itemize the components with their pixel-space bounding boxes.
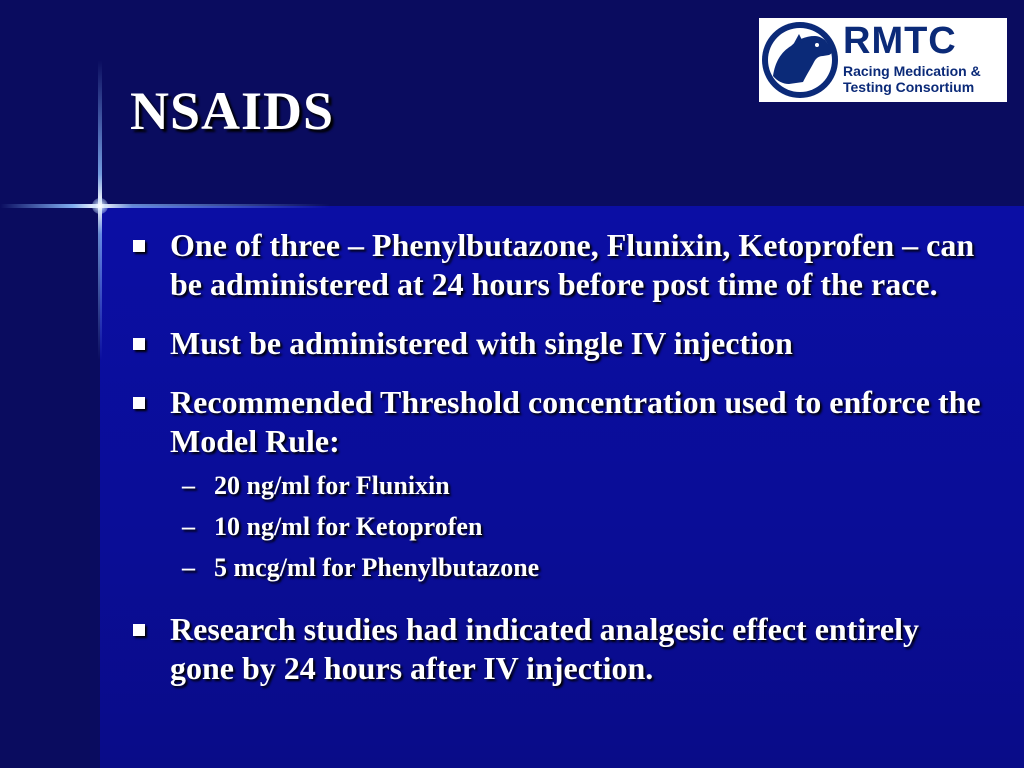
logo-name-line-2: Testing Consortium [843, 79, 975, 95]
left-band [0, 206, 100, 768]
bullet-item [130, 383, 990, 461]
light-flare-core [92, 198, 108, 214]
sub-bullet-text: 20 ng/ml for Flunixin [214, 471, 450, 500]
sub-bullet-text: 5 mcg/ml for Phenylbutazone [214, 553, 540, 582]
bullet-text: One of three – Phenylbutazone, Flunixin, Ketoprofen – can be administered at 24 hours before post time of the race. [170, 227, 975, 302]
light-flare-horizontal [0, 204, 330, 208]
sub-bullet-item [172, 465, 990, 506]
bullet-item [130, 324, 990, 363]
bullet-list [130, 226, 990, 688]
sub-bullet-list [172, 465, 990, 588]
dash-bullet: – [182, 512, 195, 541]
sub-bullet-item [172, 506, 990, 547]
sub-bullet-text: 10 ng/ml for Ketoprofen [214, 512, 483, 541]
horse-head-icon [759, 18, 843, 102]
square-bullet-icon [133, 397, 145, 409]
bullet-item [130, 226, 990, 304]
rmtc-logo [759, 18, 1007, 102]
dash-bullet: – [182, 471, 195, 500]
bullet-text: Must be administered with single IV injection [170, 325, 793, 361]
bullet-item [130, 610, 990, 688]
dash-bullet: – [182, 553, 195, 582]
logo-abbreviation: RMTC [843, 20, 957, 62]
sub-bullet-item [172, 547, 990, 588]
logo-name-line-1: Racing Medication & [843, 63, 981, 79]
square-bullet-icon [133, 240, 145, 252]
bullet-text: Recommended Threshold concentration used to enforce the Model Rule: [170, 384, 981, 459]
slide-title: NSAIDS [130, 81, 335, 141]
square-bullet-icon [133, 338, 145, 350]
bullet-text: Research studies had indicated analgesic effect entirely gone by 24 hours after IV injection. [170, 611, 919, 686]
square-bullet-icon [133, 624, 145, 636]
